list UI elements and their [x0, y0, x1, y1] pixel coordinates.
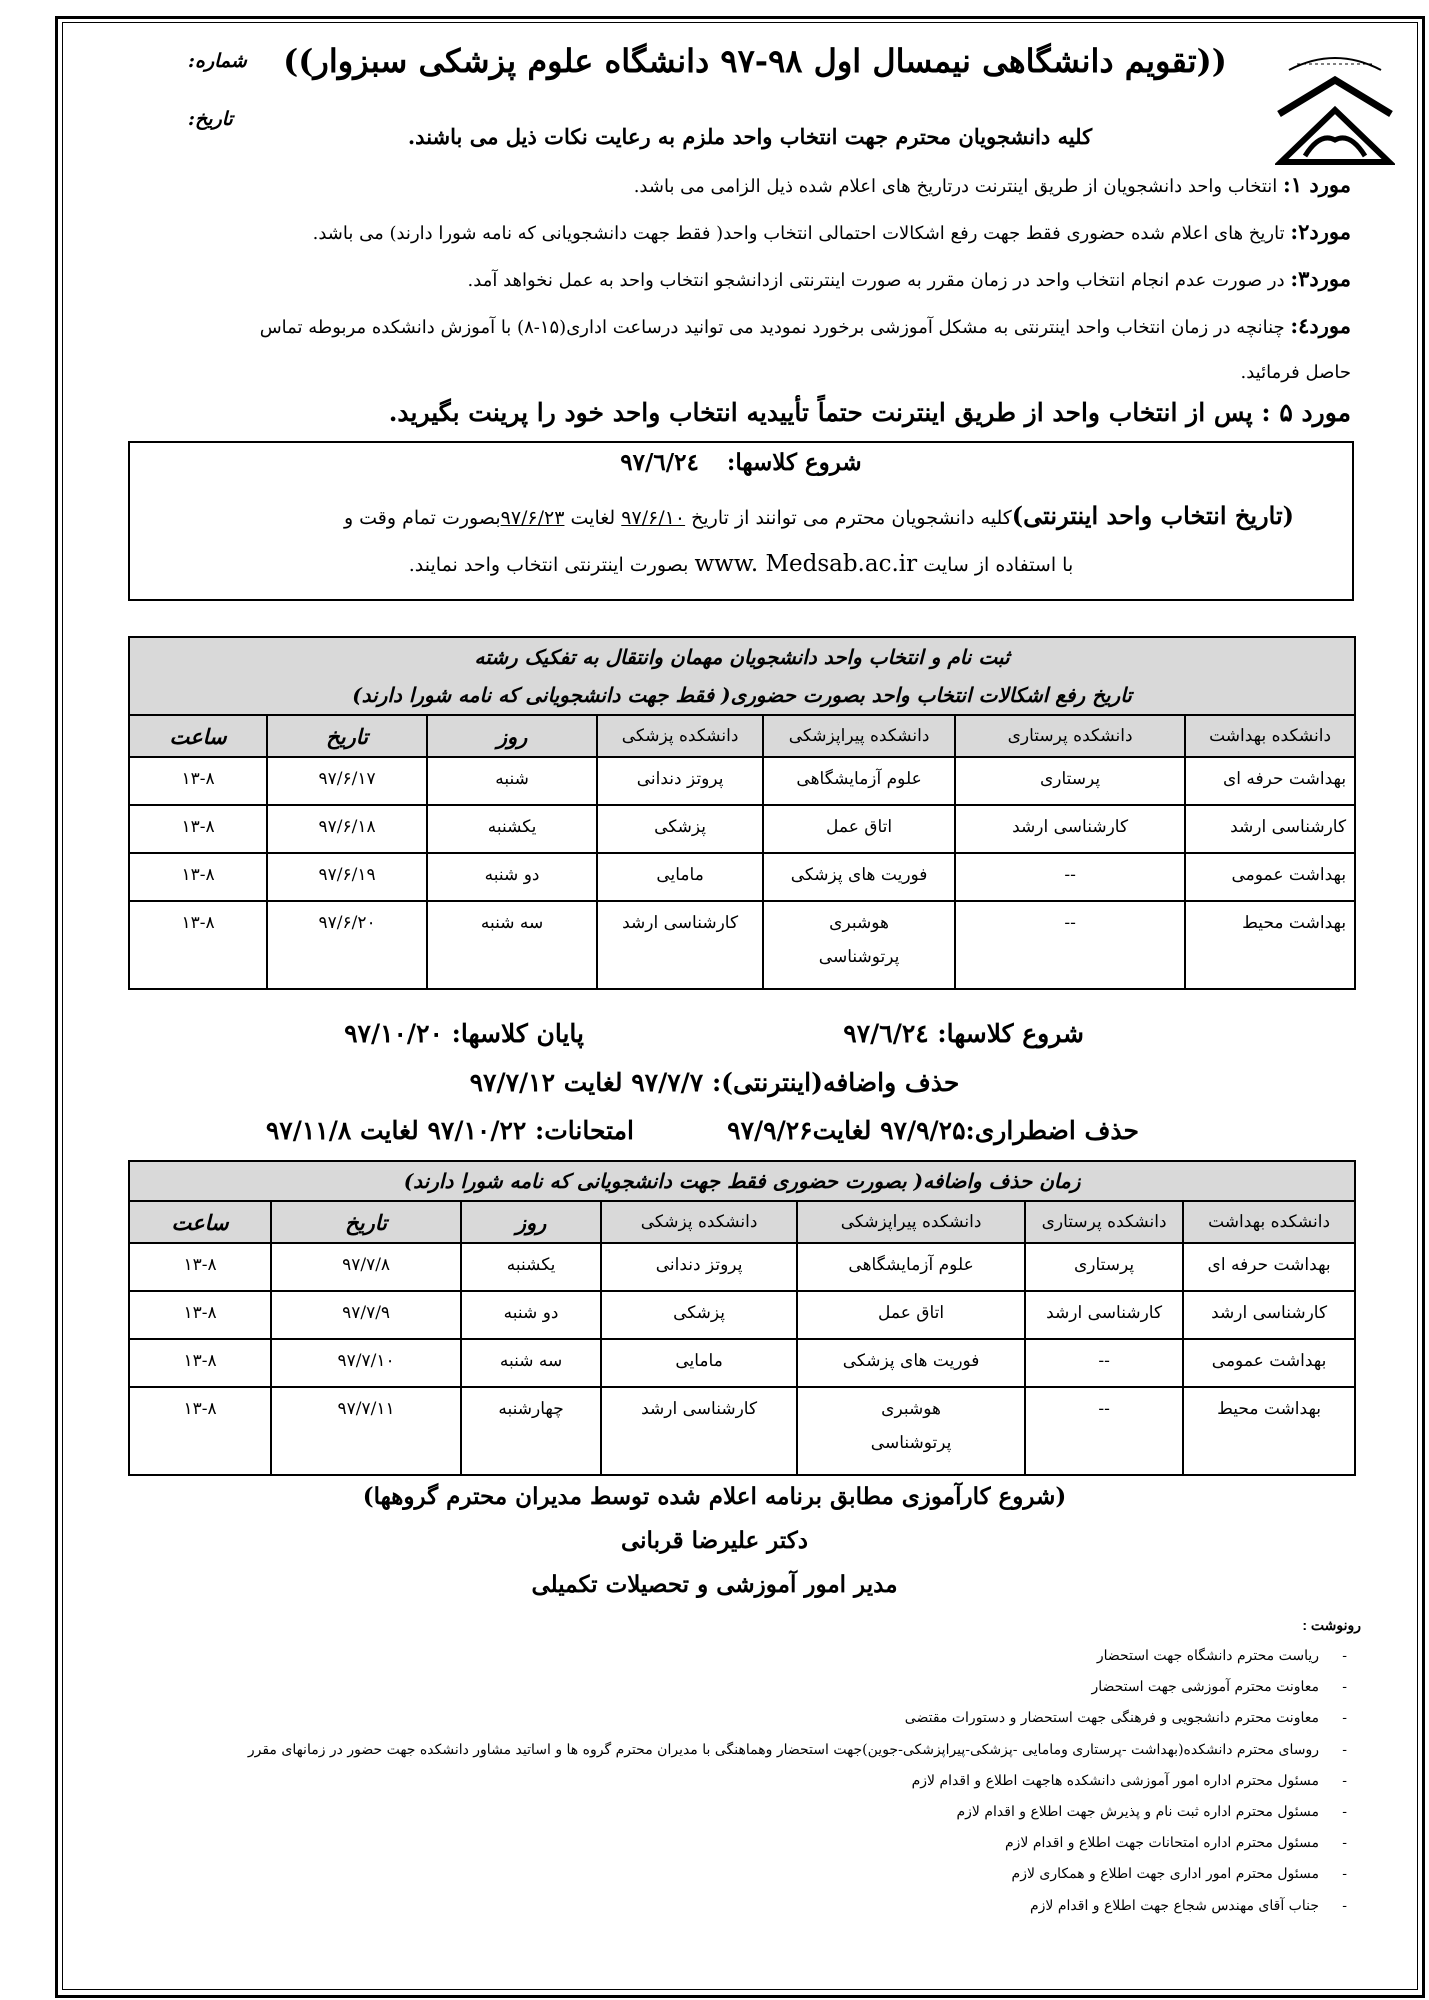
table-cell: دو شنبه	[427, 853, 597, 901]
website-text-tail: بصورت اینترنتی انتخاب واحد نمایند.	[408, 554, 689, 576]
table-cell: --	[1025, 1339, 1183, 1387]
list-item	[49, 1797, 1429, 1828]
website-line	[130, 551, 1352, 577]
class-start-date: ۹۷/٦/٢٤	[620, 449, 699, 476]
table-cell: دو شنبه	[461, 1291, 601, 1339]
column-header: دانشکده پیراپزشکی	[797, 1201, 1025, 1243]
table-cell: پروتز دندانی	[601, 1243, 797, 1291]
table-cell: ۱۳-۸	[129, 757, 267, 805]
table-row	[129, 853, 1355, 901]
cc-recipient: مسئول محترم امور اداری جهت اطلاع و همکاری لازم	[1011, 1866, 1319, 1883]
list-bullet: -	[1342, 1648, 1347, 1664]
table-cell: پرستاری	[955, 757, 1185, 805]
table-row	[129, 805, 1355, 853]
list-item	[49, 1703, 1429, 1734]
class-end-date: ۹۷/۱۰/۲۰	[344, 1019, 443, 1048]
table-title	[129, 637, 1355, 715]
table-cell: فوریت های پزشکی	[797, 1339, 1025, 1387]
column-header: ساعت	[129, 715, 267, 757]
column-header: دانشکده پزشکی	[597, 715, 763, 757]
table-cell: بهداشت حرفه ای	[1185, 757, 1355, 805]
list-bullet: -	[1342, 1772, 1347, 1789]
table-cell: هوشبری پرتوشناسی	[763, 901, 955, 989]
item-text: چنانچه در زمان انتخاب واحد اینترنتی به مشکل آموزشی برخورد نمودید می توانید درساعت اداری(۱۵-۸) با آموزش دانشکده مربوطه تماس	[259, 317, 1285, 338]
number-label: شماره:	[188, 50, 247, 72]
table-cell: ۱۳-۸	[129, 1243, 271, 1291]
list-bullet: -	[1342, 1897, 1347, 1914]
exam-dates: امتحانات: ۹۷/۱۰/۲۲ لغایت ۹۷/۱۱/۸	[265, 1116, 634, 1145]
table-title-line-2: تاریخ رفع اشکالات انتخاب واحد بصورت حضوری( فقط جهت دانشجویانی که نامه شورا دارند)	[352, 683, 1132, 707]
table-cell: یکشنبه	[427, 805, 597, 853]
item-2	[91, 213, 1351, 253]
table-cell: سه شنبه	[427, 901, 597, 989]
column-header: دانشکده بهداشت	[1185, 715, 1355, 757]
table-cell: ۹۷/۷/۱۰	[271, 1339, 461, 1387]
item-4	[91, 307, 1351, 347]
table-cell: یکشنبه	[461, 1243, 601, 1291]
column-header: ساعت	[129, 1201, 271, 1243]
item-1	[91, 166, 1351, 206]
cc-recipient: معاونت محترم دانشجویی و فرهنگی جهت استحضار و دستورات مقتضی	[904, 1710, 1319, 1727]
cc-label: رونوشت :	[1302, 1617, 1361, 1633]
table-title: زمان حذف واضافه( بصورت حضوری فقط جهت دانشجویانی که نامه شورا دارند)	[129, 1161, 1355, 1201]
list-item	[49, 1828, 1429, 1859]
table-cell: ۱۳-۸	[129, 805, 267, 853]
registration-text: کلیه دانشجویان محترم می توانند از تاریخ	[691, 507, 1012, 529]
internship-note: (شروع کارآموزی مطابق برنامه اعلام شده توسط مدیران محترم گروهها)	[362, 1483, 1067, 1510]
table-cell: ۱۳-۸	[129, 1387, 271, 1475]
item-label: مورد۳:	[1290, 266, 1351, 291]
page-subtitle: کلیه دانشجویان محترم جهت انتخاب واحد ملزم به رعایت نکات ذیل می باشند.	[407, 124, 1093, 149]
table-cell: پرستاری	[1025, 1243, 1183, 1291]
page-title: ((تقویم دانشگاهی نیمسال اول ۹۸-۹۷ دانشگاه علوم پزشکی سبزوار))	[283, 42, 1227, 80]
table-cell: کارشناسی ارشد	[1025, 1291, 1183, 1339]
item-5: مورد ۵ : پس از انتخاب واحد از طریق اینترنت حتماً تأییدیه انتخاب واحد خود را پرینت بگیرید.	[388, 398, 1351, 427]
website-link[interactable]: www. Medsab.ac.ir	[694, 551, 918, 577]
table-row	[129, 901, 1355, 989]
table-cell: کارشناسی ارشد	[1183, 1291, 1355, 1339]
table-cell: ۱۳-۸	[129, 901, 267, 989]
university-logo-icon	[1275, 44, 1395, 169]
table-cell: علوم آزمایشگاهی	[797, 1243, 1025, 1291]
registration-until: لغایت	[570, 507, 616, 529]
table-cell: سه شنبه	[461, 1339, 601, 1387]
table-cell: کارشناسی ارشد	[1185, 805, 1355, 853]
cc-recipient: مسئول محترم اداره امتحانات جهت اطلاع و اقدام لازم	[1005, 1835, 1319, 1852]
item-label: مورد۲:	[1290, 219, 1351, 244]
online-registration-line	[344, 501, 1294, 530]
list-bullet: -	[1342, 1835, 1347, 1852]
table-cell: علوم آزمایشگاهی	[763, 757, 955, 805]
item-label: مورد ۱:	[1283, 172, 1351, 197]
table-cell: پروتز دندانی	[597, 757, 763, 805]
class-start-label: شروع کلاسها:	[726, 449, 862, 476]
emergency-drop-dates: حذف اضطراری:۹۷/۹/۲۵ لغایت۹۷/۹/۲۶	[727, 1116, 1139, 1145]
list-item	[49, 1859, 1429, 1890]
list-bullet: -	[1342, 1866, 1347, 1883]
column-header: روز	[461, 1201, 601, 1243]
list-bullet: -	[1342, 1741, 1347, 1758]
cc-recipient: روسای محترم دانشکده(بهداشت -پرستاری ومامایی -پزشکی-پیراپزشکی-جوین)جهت استحضار وهماهنگی با مدیران محترم گروه ها و اساتید مشاور دانشکده جهت حضور در زمانهای مقرر	[247, 1741, 1319, 1758]
table-cell: فوریت های پزشکی	[763, 853, 955, 901]
table-row	[129, 1339, 1355, 1387]
item-text: در صورت عدم انجام انتخاب واحد در زمان مقرر به صورت اینترنتی ازدانشجو انتخاب واحد به عمل نخواهد آمد.	[467, 270, 1285, 291]
cc-recipient: مسئول محترم اداره امور آموزشی دانشکده هاجهت اطلاع و اقدام لازم	[911, 1772, 1319, 1789]
table-cell: ۹۷/۷/۱۱	[271, 1387, 461, 1475]
item-text: تاریخ های اعلام شده حضوری فقط جهت رفع اشکالات احتمالی انتخاب واحد( فقط جهت دانشجویانی که نامه شورا دارند) می باشد.	[312, 223, 1285, 244]
table-cell: --	[1025, 1387, 1183, 1475]
class-start	[843, 1019, 1084, 1048]
registration-box	[128, 441, 1354, 601]
guest-students-schedule-table	[128, 636, 1356, 990]
list-item	[49, 1735, 1429, 1766]
table-cell: مامایی	[601, 1339, 797, 1387]
signatory-position: مدیر امور آموزشی و تحصیلات تکمیلی	[531, 1571, 898, 1598]
table-cell: ۹۷/۶/۱۸	[267, 805, 427, 853]
table-cell: کارشناسی ارشد	[597, 901, 763, 989]
table-cell: بهداشت عمومی	[1183, 1339, 1355, 1387]
signatory-name: دکتر علیرضا قربانی	[620, 1527, 808, 1554]
table-cell: ۹۷/۷/۹	[271, 1291, 461, 1339]
list-bullet: -	[1342, 1679, 1347, 1696]
list-item	[49, 1891, 1429, 1922]
item-4-continued: حاصل فرمائید.	[1240, 362, 1351, 383]
cc-recipient: ریاست محترم دانشگاه جهت استحضار	[1096, 1648, 1319, 1664]
table-cell: پزشکی	[601, 1291, 797, 1339]
column-header: تاریخ	[267, 715, 427, 757]
table-cell: ۹۷/۶/۱۹	[267, 853, 427, 901]
list-item	[49, 1766, 1429, 1797]
list-item	[49, 1672, 1429, 1703]
list-bullet: -	[1342, 1804, 1347, 1821]
table-cell: اتاق عمل	[797, 1291, 1025, 1339]
class-start-label: شروع کلاسها:	[937, 1019, 1084, 1048]
registration-end-date: ۹۷/۶/۲۳	[500, 507, 565, 529]
table-row	[129, 757, 1355, 805]
table-cell: بهداشت عمومی	[1185, 853, 1355, 901]
table-cell: کارشناسی ارشد	[601, 1387, 797, 1475]
registration-start-date: ۹۷/۶/۱۰	[621, 507, 686, 529]
table-cell: هوشبری پرتوشناسی	[797, 1387, 1025, 1475]
cc-recipient: جناب آقای مهندس شجاع جهت اطلاع و اقدام لازم	[1030, 1897, 1319, 1914]
table-cell: بهداشت محیط	[1183, 1387, 1355, 1475]
table-cell: پزشکی	[597, 805, 763, 853]
date-label: تاریخ:	[188, 108, 233, 130]
add-drop-schedule-table	[128, 1160, 1356, 1476]
table-cell: بهداشت حرفه ای	[1183, 1243, 1355, 1291]
online-registration-label: (تاریخ انتخاب واحد اینترنتی)	[1011, 501, 1294, 530]
cc-list	[49, 1641, 1429, 1922]
table-cell: ۹۷/۶/۱۷	[267, 757, 427, 805]
class-start-line	[130, 449, 1352, 476]
item-text: انتخاب واحد دانشجویان از طریق اینترنت درتاریخ های اعلام شده ذیل الزامی می باشد.	[633, 176, 1278, 197]
table-title-line-1: ثبت نام و انتخاب واحد دانشجویان مهمان وانتقال به تفکیک رشته	[474, 645, 1010, 669]
list-bullet: -	[1342, 1710, 1347, 1727]
item-3	[91, 260, 1351, 300]
cc-recipient: مسئول محترم اداره ثبت نام و پذیرش جهت اطلاع و اقدام لازم	[956, 1804, 1319, 1821]
table-cell: --	[955, 853, 1185, 901]
list-item	[49, 1641, 1429, 1672]
add-drop-dates: حذف واضافه(اینترنتی): ۹۷/۷/۷ لغایت ۹۷/۷/۱۲	[469, 1068, 960, 1097]
column-header: دانشکده بهداشت	[1183, 1201, 1355, 1243]
class-end-label: پایان کلاسها:	[451, 1019, 584, 1048]
table-cell: اتاق عمل	[763, 805, 955, 853]
table-row	[129, 1291, 1355, 1339]
table-cell: ۹۷/۷/۸	[271, 1243, 461, 1291]
column-header: دانشکده پرستاری	[1025, 1201, 1183, 1243]
table-cell: ۱۳-۸	[129, 1339, 271, 1387]
table-cell: شنبه	[427, 757, 597, 805]
table-cell: چهارشنبه	[461, 1387, 601, 1475]
table-row	[129, 1243, 1355, 1291]
item-label: مورد٤:	[1290, 313, 1351, 338]
table-cell: ۱۳-۸	[129, 853, 267, 901]
cc-recipient: معاونت محترم آموزشی جهت استحضار	[1091, 1679, 1319, 1696]
table-row	[129, 1387, 1355, 1475]
table-cell: ۱۳-۸	[129, 1291, 271, 1339]
table-cell: --	[955, 901, 1185, 989]
column-header: دانشکده پرستاری	[955, 715, 1185, 757]
column-header: روز	[427, 715, 597, 757]
registration-text-tail: بصورت تمام وقت و	[343, 507, 501, 529]
column-header: دانشکده پیراپزشکی	[763, 715, 955, 757]
table-cell: ۹۷/۶/۲۰	[267, 901, 427, 989]
table-cell: کارشناسی ارشد	[955, 805, 1185, 853]
class-start-date: ۹۷/٦/٢٤	[843, 1019, 929, 1048]
class-end	[344, 1019, 584, 1048]
column-header: تاریخ	[271, 1201, 461, 1243]
table-cell: بهداشت محیط	[1185, 901, 1355, 989]
website-text: با استفاده از سایت	[923, 554, 1074, 576]
table-cell: مامایی	[597, 853, 763, 901]
column-header: دانشکده پزشکی	[601, 1201, 797, 1243]
